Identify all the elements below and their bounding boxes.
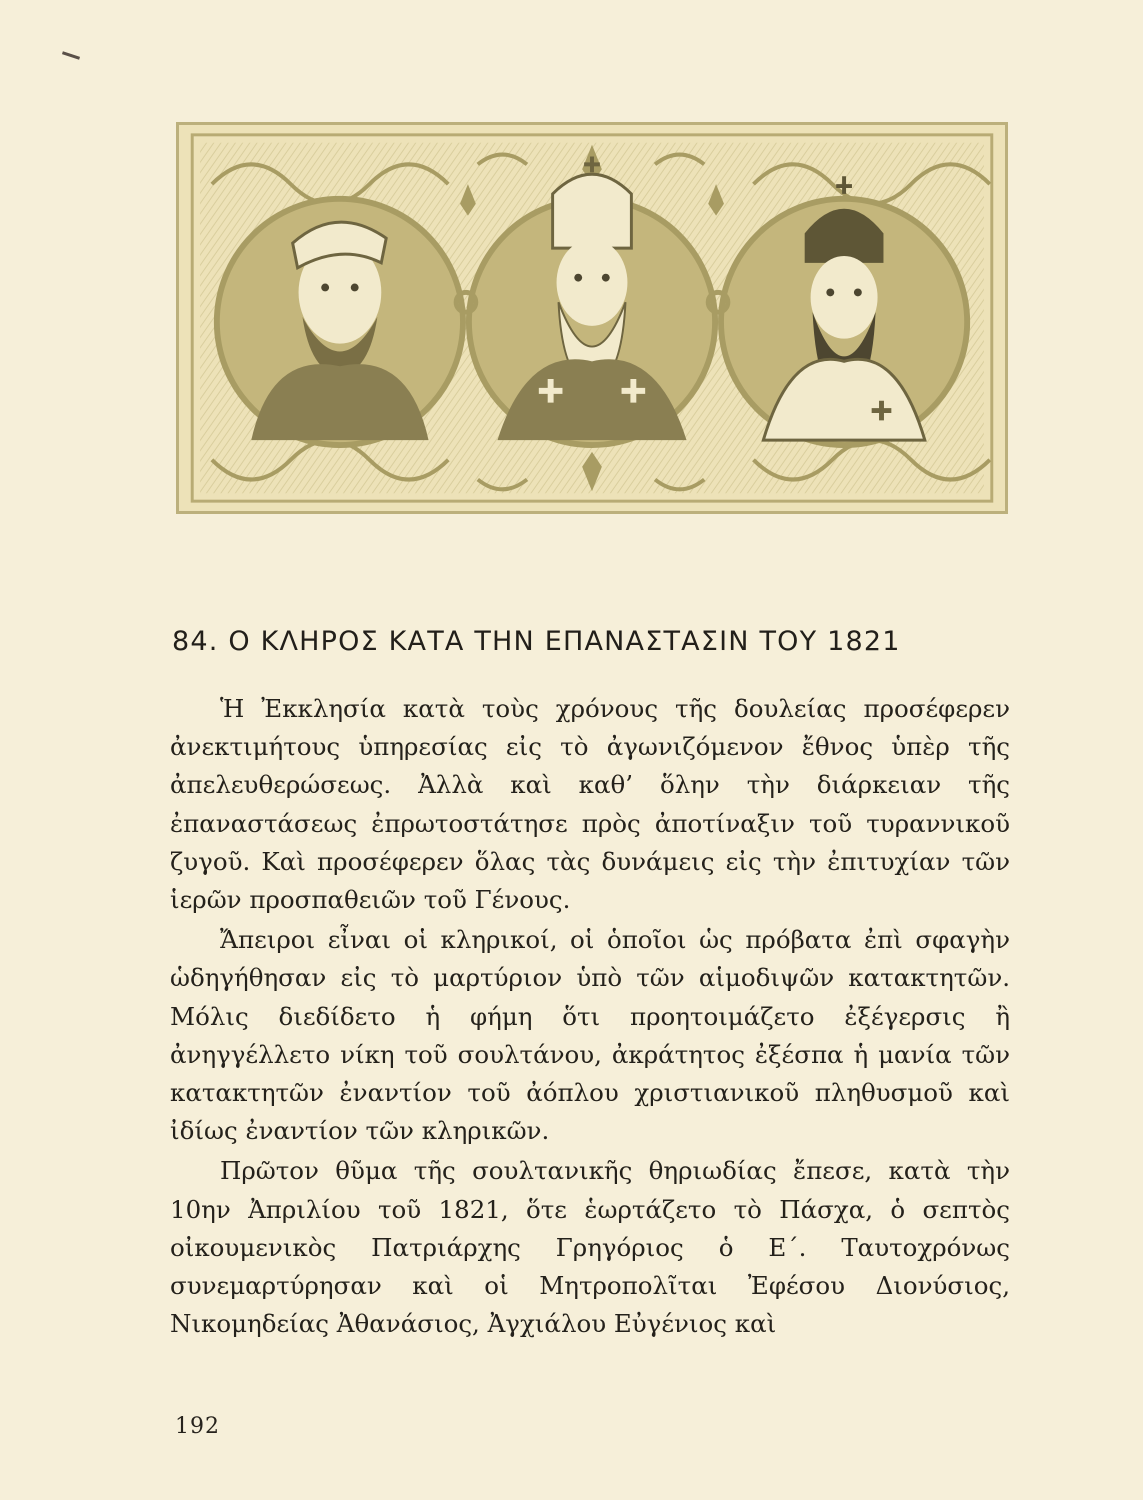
paragraph: Ἡ Ἐκκλησία κατὰ τοὺς χρόνους τῆς δουλείας προσέφερεν ἀνεκτιμήτους ὑπηρεσίας εἰς τὸ ἀγωνιζόμενον ἔθνος ὑπὲρ τῆς ἀπελευθερώσεως. Ἀλλὰ καὶ καθ’ ὅλην τὴν διάρκειαν τῆς ἐπαναστάσεως ἐπρωτοστάτησε πρὸς ἀποτίναξιν τοῦ τυραννικοῦ ζυγοῦ. Καὶ προσέφερεν ὅλας τὰς δυνάμεις εἰς τὴν ἐπιτυχίαν τῶν ἱερῶν προσπαθειῶν τοῦ Γένους. — [170, 694, 1010, 915]
section-heading — [172, 626, 1008, 657]
body-text — [170, 690, 1010, 1345]
paragraph: Πρῶτον θῦμα τῆς σουλτανικῆς θηριωδίας ἔπεσε, κατὰ τὴν 10ην Ἀπριλίου τοῦ 1821, ὅτε ἑωρτάζετο τὸ Πάσχα, ὁ σεπτὸς οἰκουμενικὸς Πατριάρχης Γρηγόριος ὁ Ε΄. Ταυτοχρόνως συνεμαρτύρησαν καὶ οἱ Μητροπολῖται Ἐφέσου Διονύσιος, Νικομηδείας Ἀθανάσιος, Ἀγχιάλου Εὐγένιος καὶ — [170, 1156, 1010, 1339]
corner-mark — [62, 51, 80, 59]
paragraph: Ἄπειροι εἶναι οἱ κληρικοί, οἱ ὁποῖοι ὡς πρόβατα ἐπὶ σφαγὴν ὡδηγήθησαν εἰς τὸ μαρτύριον ὑπὸ τῶν αἱμοδιψῶν κατακτητῶν. Μόλις διεδίδετο ἡ φήμη ὅτι προητοιμάζετο ἐξέγερσις ἢ ἀνηγγέλλετο νίκη τοῦ σουλτάνου, ἀκράτητος ἐξέσπα ἡ μανία τῶν κατακτητῶν ἐναντίον τοῦ ἀόπλου χριστιανικοῦ πληθυσμοῦ καὶ ἰδίως ἐναντίον τῶν κληρικῶν. — [170, 925, 1010, 1146]
section-title: Ο ΚΛΗΡΟΣ ΚΑΤΑ ΤΗΝ ΕΠΑΝΑΣΤΑΣΙΝ ΤΟΥ 1821 — [228, 626, 901, 657]
page-number: 192 — [175, 1414, 220, 1439]
section-number: 84. — [172, 626, 219, 657]
portrait-layman — [217, 199, 463, 445]
portrait-illustration — [176, 122, 1008, 514]
